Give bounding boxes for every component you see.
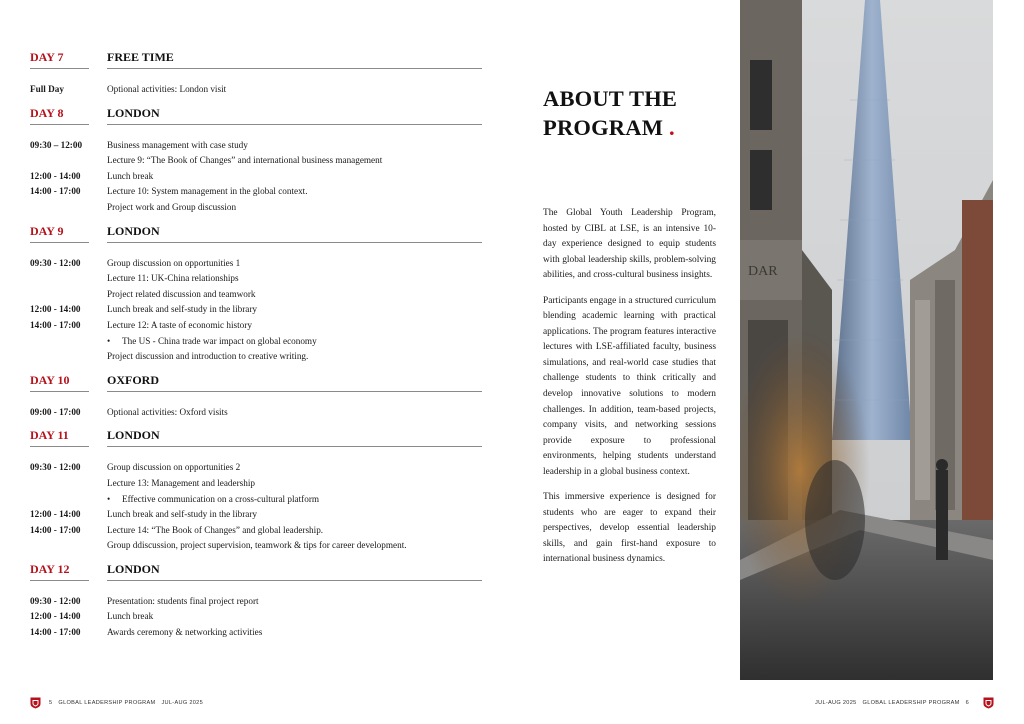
about-title-dot: . <box>668 115 675 140</box>
row-text: Group discussion on opportunities 1 <box>107 257 241 268</box>
day-label: DAY 9 <box>30 223 64 238</box>
about-paragraph: This immersive experience is designed for students who are eager to expand their perspectives, develop essential leadership skills, and gain first-hand exposure to international business dynamics. <box>543 492 716 565</box>
schedule-row <box>30 625 482 641</box>
row-text: Lecture 9: “The Book of Changes” and international business management <box>107 155 383 166</box>
row-text: Group discussion on opportunities 2 <box>107 462 241 473</box>
footer-page-number: 5 <box>49 700 53 706</box>
day-rows <box>30 138 482 216</box>
day-rows <box>30 256 482 365</box>
day-header <box>30 426 482 452</box>
divider <box>30 68 89 69</box>
footer-dates: JUL-AUG 2025 <box>815 700 857 706</box>
footer-program: GLOBAL LEADERSHIP PROGRAM <box>58 700 156 706</box>
row-time: 14:00 - 17:00 <box>30 524 81 535</box>
day-rows <box>30 82 482 98</box>
row-time: 09:30 - 12:00 <box>30 595 81 606</box>
schedule-row <box>30 405 482 421</box>
day-title: FREE TIME <box>107 50 174 64</box>
row-time: 14:00 - 17:00 <box>30 319 81 330</box>
schedule-row <box>30 82 482 98</box>
row-time: 09:00 - 17:00 <box>30 406 81 417</box>
schedule-row <box>30 287 482 303</box>
day-rows <box>30 460 482 554</box>
divider <box>107 68 482 69</box>
divider <box>107 124 482 125</box>
row-text: Optional activities: London visit <box>107 84 227 94</box>
schedule-row <box>30 476 482 492</box>
about-body <box>543 206 716 568</box>
divider <box>107 446 482 447</box>
schedule-row <box>30 349 482 365</box>
schedule-row <box>30 594 482 610</box>
day-block <box>30 560 482 641</box>
schedule-row <box>30 334 482 350</box>
day-header <box>30 560 482 586</box>
row-text: Lecture 11: UK-China relationships <box>107 273 239 284</box>
row-text: Lunch break and self-study in the library <box>107 304 258 315</box>
row-text: Lunch break and self-study in the library <box>107 509 258 520</box>
schedule-row <box>30 318 482 334</box>
day-block <box>30 426 482 554</box>
row-time: 12:00 - 14:00 <box>30 304 81 315</box>
day-rows <box>30 405 482 421</box>
schedule-row <box>30 200 482 216</box>
schedule-row <box>30 169 482 185</box>
about-title-line2: PROGRAM <box>543 115 664 140</box>
row-text: Lunch break <box>107 611 154 622</box>
row-text: Group ddiscussion, project supervision, teamwork & tips for career development. <box>107 540 407 551</box>
divider <box>107 391 482 392</box>
row-text: • The US - China trade war impact on global economy <box>107 334 317 350</box>
about-title-line1: ABOUT THE <box>543 86 678 111</box>
schedule <box>30 48 482 641</box>
divider <box>30 242 89 243</box>
row-text: Project work and Group discussion <box>107 201 237 212</box>
row-text: Lecture 14: “The Book of Changes” and global leadership. <box>107 524 324 535</box>
day-title: OXFORD <box>107 372 159 387</box>
day-block <box>30 371 482 421</box>
schedule-row <box>30 538 482 554</box>
about-paragraph: Participants engage in a structured curriculum blending academic learning with practical applications. The program features interactive lectures with LSE-affiliated faculty, business simulations, and real-world case studies that challenge students to think critically and develop innovative solutions to modern challenges. In addition, team-based projects, company visits, and networking sessions provide exposure to professional environments, helping students understand leadership in a global business context. <box>543 295 716 477</box>
day-header <box>30 222 482 248</box>
day-block <box>30 222 482 365</box>
divider <box>107 242 482 243</box>
row-time: 12:00 - 14:00 <box>30 170 81 181</box>
footer-left <box>30 697 209 709</box>
row-text: Lunch break <box>107 170 154 181</box>
schedule-row <box>30 492 482 508</box>
row-time: 09:30 - 12:00 <box>30 257 81 268</box>
divider <box>107 580 482 581</box>
day-title: LONDON <box>107 105 160 120</box>
day-block <box>30 104 482 216</box>
row-text: Lecture 10: System management in the global context. <box>107 186 308 197</box>
schedule-row <box>30 138 482 154</box>
day-header <box>30 371 482 397</box>
schedule-row <box>30 153 482 169</box>
shield-logo-icon <box>30 697 41 709</box>
schedule-row <box>30 460 482 476</box>
day-label: DAY 11 <box>30 428 69 443</box>
about-section <box>543 84 716 578</box>
row-time: 12:00 - 14:00 <box>30 611 81 622</box>
row-text: Awards ceremony & networking activities <box>107 627 263 638</box>
shard-photo-illustration <box>740 0 993 680</box>
row-text: Lecture 13: Management and leadership <box>107 477 255 488</box>
about-title <box>543 84 716 142</box>
footer-right <box>815 697 994 709</box>
row-time: Full Day <box>30 84 64 94</box>
divider <box>30 580 89 581</box>
row-time: 09:30 - 12:00 <box>30 462 81 473</box>
schedule-row <box>30 507 482 523</box>
schedule-row <box>30 271 482 287</box>
row-time: 09:30 – 12:00 <box>30 139 83 150</box>
schedule-row <box>30 184 482 200</box>
day-title: LONDON <box>107 428 160 443</box>
day-header <box>30 48 482 74</box>
footer-dates: JUL-AUG 2025 <box>161 700 203 706</box>
day-label: DAY 7 <box>30 50 64 64</box>
divider <box>30 446 89 447</box>
row-text: • Effective communication on a cross-cultural platform <box>107 492 319 508</box>
day-rows <box>30 594 482 641</box>
about-paragraph: The Global Youth Leadership Program, hosted by CIBL at LSE, is an intensive 10-day experience designed to equip students with global leadership skills, problem-solving abilities, and cross-cultural business insights. <box>543 208 716 281</box>
row-text: Business management with case study <box>107 139 248 150</box>
row-text: Optional activities: Oxford visits <box>107 406 228 417</box>
row-time: 14:00 - 17:00 <box>30 186 81 197</box>
row-text: Presentation: students final project report <box>107 595 259 606</box>
footer-page-number: 6 <box>965 700 969 706</box>
schedule-row <box>30 523 482 539</box>
day-title: LONDON <box>107 561 160 576</box>
divider <box>30 391 89 392</box>
day-label: DAY 12 <box>30 561 70 576</box>
day-header <box>30 104 482 130</box>
shield-logo-icon <box>983 697 994 709</box>
row-text: Lecture 12: A taste of economic history <box>107 319 252 330</box>
schedule-row <box>30 609 482 625</box>
row-text: Project related discussion and teamwork <box>107 288 256 299</box>
schedule-row <box>30 302 482 318</box>
day-title: LONDON <box>107 223 160 238</box>
row-text: Project discussion and introduction to creative writing. <box>107 351 309 362</box>
footer-program: GLOBAL LEADERSHIP PROGRAM <box>862 700 960 706</box>
day-label: DAY 8 <box>30 105 64 120</box>
svg-text:DAR: DAR <box>748 264 778 279</box>
row-time: 12:00 - 14:00 <box>30 509 81 520</box>
divider <box>30 124 89 125</box>
schedule-row <box>30 256 482 272</box>
london-street-photo <box>740 0 993 680</box>
day-block <box>30 48 482 98</box>
row-time: 14:00 - 17:00 <box>30 627 81 638</box>
day-label: DAY 10 <box>30 372 70 387</box>
